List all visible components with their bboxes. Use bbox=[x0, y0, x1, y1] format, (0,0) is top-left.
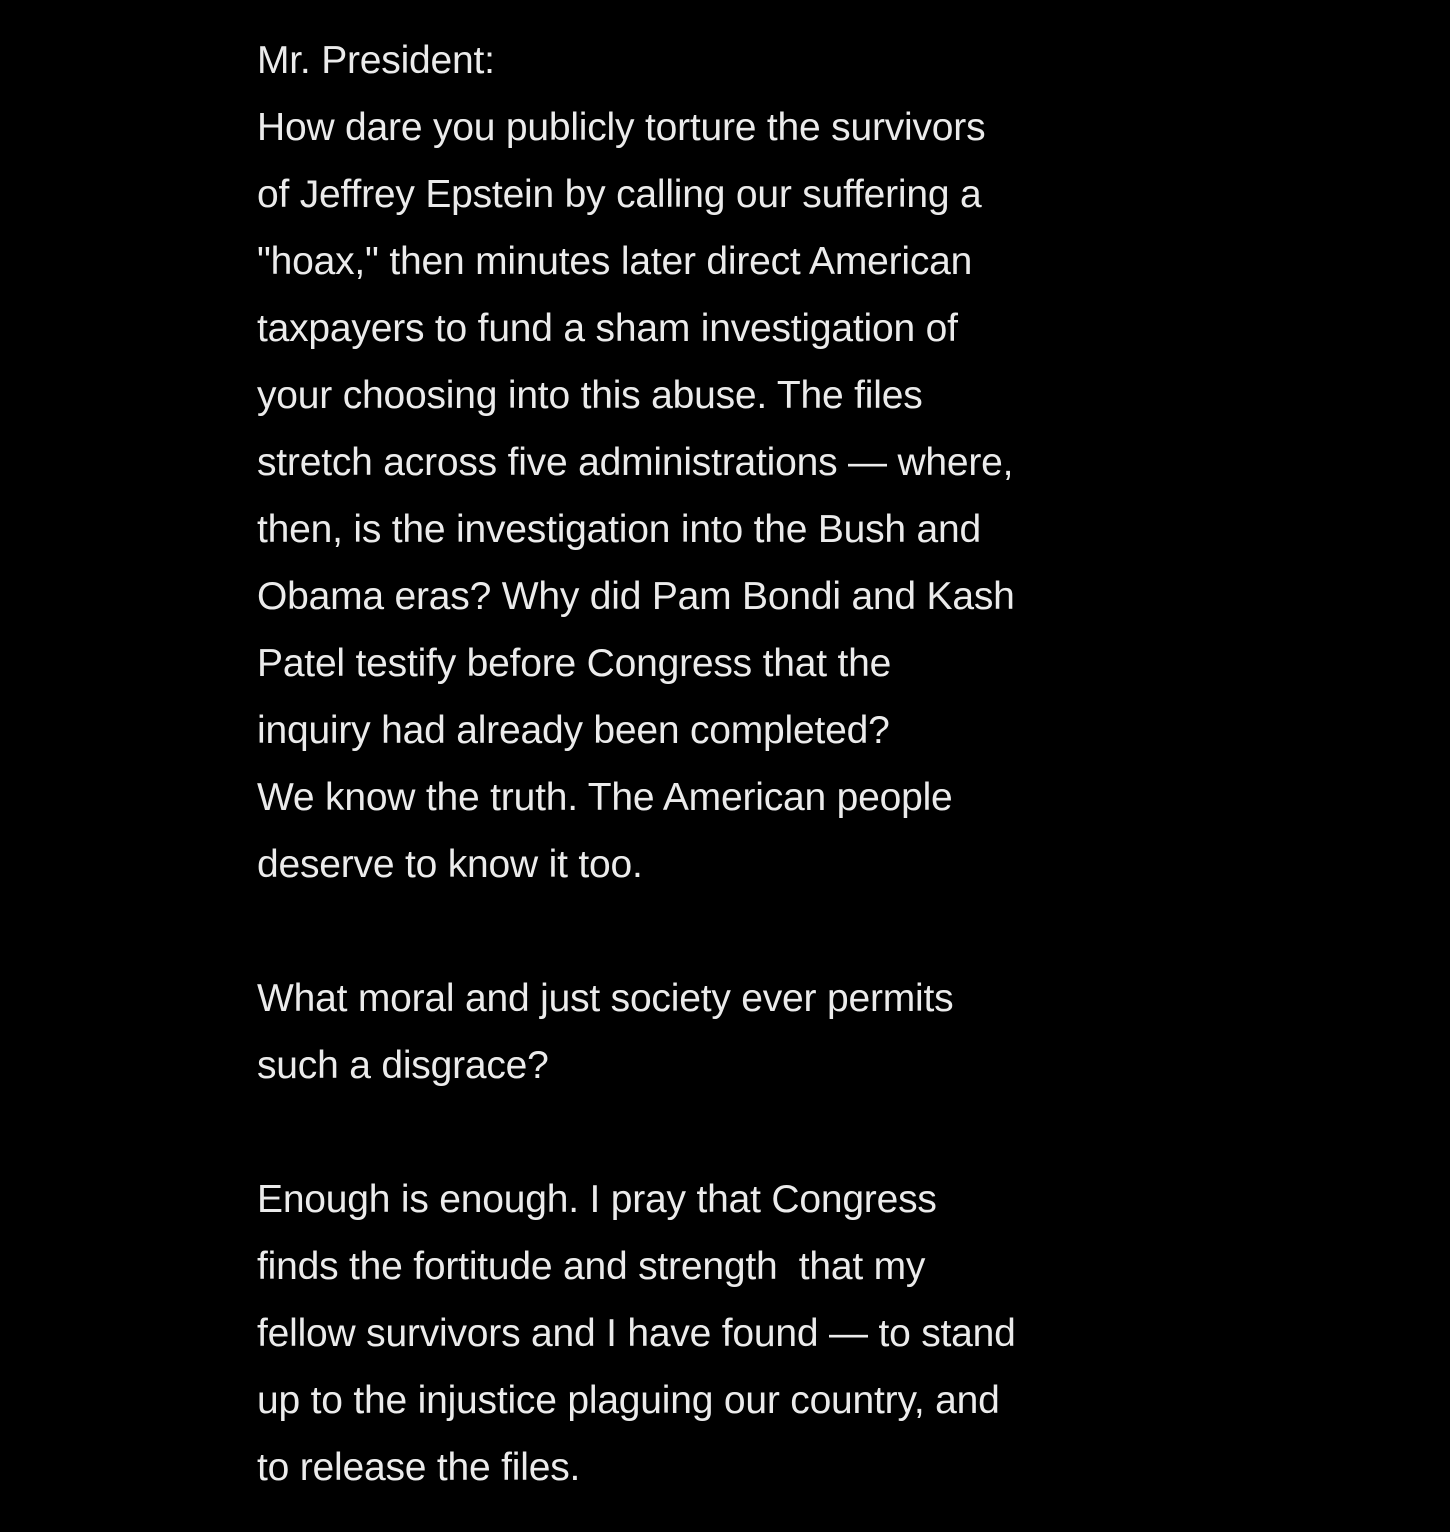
paragraph-spacer bbox=[257, 1099, 1257, 1166]
paragraph1-line: We know the truth. The American people bbox=[257, 776, 953, 819]
paragraph1-line: your choosing into this abuse. The files bbox=[257, 374, 923, 417]
paragraph3-line: fellow survivors and I have found — to stand bbox=[257, 1312, 1016, 1355]
paragraph3-line: finds the fortitude and strength that my bbox=[257, 1245, 926, 1288]
paragraph1-line: stretch across five administrations — where, bbox=[257, 441, 1014, 484]
paragraph1-line: taxpayers to fund a sham investigation of bbox=[257, 307, 958, 350]
paragraph2-line: What moral and just society ever permits bbox=[257, 977, 954, 1020]
paragraph-spacer bbox=[257, 898, 1257, 965]
paragraph1-line: deserve to know it too. bbox=[257, 843, 643, 886]
paragraph1-line: inquiry had already been completed? bbox=[257, 709, 890, 752]
paragraph1-line: "hoax," then minutes later direct American bbox=[257, 240, 973, 283]
greeting-line: Mr. President: bbox=[257, 39, 495, 82]
paragraph1-line: Obama eras? Why did Pam Bondi and Kash bbox=[257, 575, 1015, 618]
paragraph1-line: How dare you publicly torture the survivors bbox=[257, 106, 986, 149]
note-text-body[interactable] bbox=[257, 27, 1257, 1501]
paragraph3-line: Enough is enough. I pray that Congress bbox=[257, 1178, 937, 1221]
paragraph1-line: of Jeffrey Epstein by calling our suffering a bbox=[257, 173, 982, 216]
paragraph1-line: Patel testify before Congress that the bbox=[257, 642, 892, 685]
paragraph2-line: such a disgrace? bbox=[257, 1044, 549, 1087]
paragraph3-line: up to the injustice plaguing our country, and bbox=[257, 1379, 1000, 1422]
paragraph1-line: then, is the investigation into the Bush and bbox=[257, 508, 982, 551]
paragraph3-line: to release the files. bbox=[257, 1446, 581, 1489]
